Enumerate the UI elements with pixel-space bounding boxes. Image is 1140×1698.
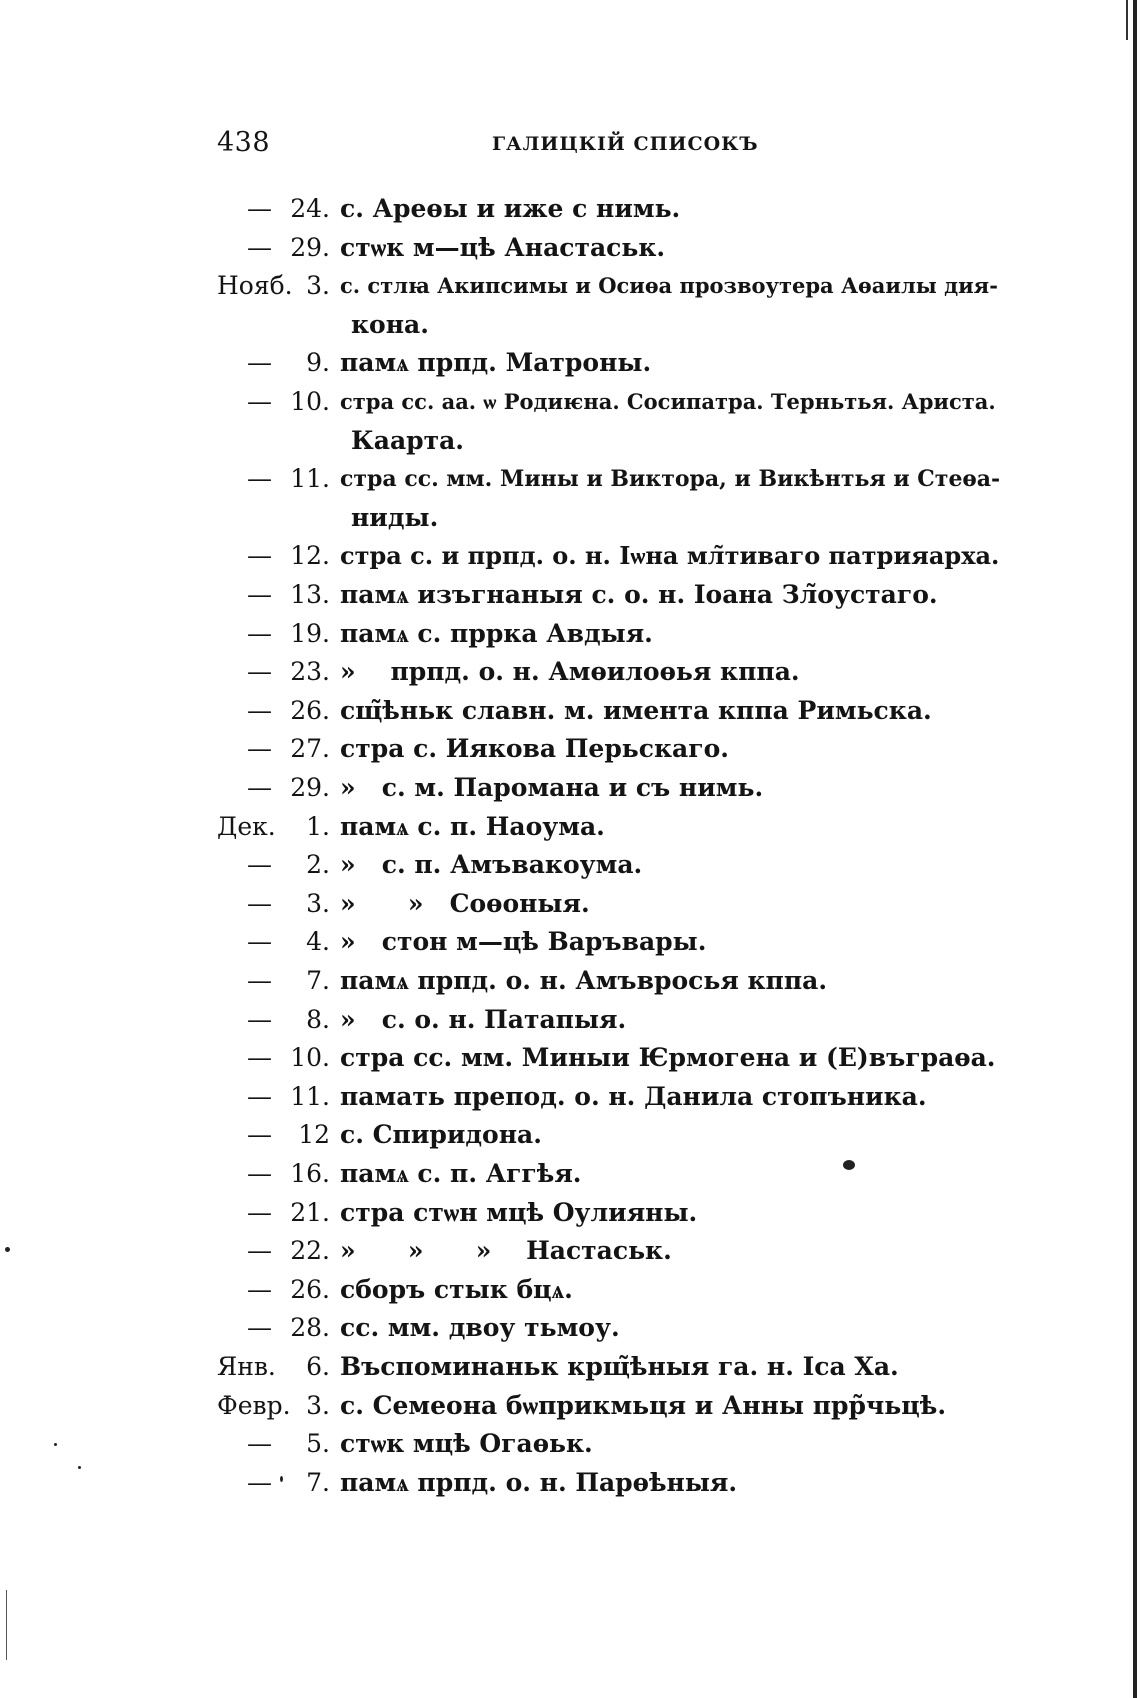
ink-speck <box>280 1476 283 1482</box>
entry-day: 21. <box>290 1197 330 1227</box>
calendar-entry <box>0 1309 1100 1347</box>
entry-text: памѧ прпд. о. н. Амъвросья кппа. <box>340 966 828 995</box>
calendar-entry <box>0 769 1100 807</box>
entry-continuation-text: Каарта. <box>351 425 465 455</box>
entry-text: памѧ изъгнаныя с. о. н. Іоана Зл̃оустаго. <box>340 580 938 609</box>
entry-continuation <box>0 306 1100 344</box>
entry-text: памѧ с. п. Наоума. <box>340 811 605 841</box>
entry-month: — <box>247 618 272 648</box>
entry-text: с. стлꙗ Акипсимы и Осиѳа прозвоутера Аѳаилы дия- <box>340 273 998 299</box>
calendar-entry <box>0 1425 1100 1463</box>
calendar-entry <box>0 1001 1100 1039</box>
calendar-entry <box>0 229 1100 267</box>
entry-text: » стон м—цѣ Варъвары. <box>340 927 707 957</box>
entry-month: — <box>247 734 272 764</box>
calendar-entry <box>0 460 1100 498</box>
entry-day: 10. <box>290 1043 330 1073</box>
entry-text: стѡк мцѣ Огаѳьк. <box>340 1429 593 1459</box>
entry-month: — <box>247 348 272 378</box>
entry-month: — <box>247 1236 272 1266</box>
entry-month: — <box>247 1467 272 1497</box>
entry-text: стра с. и прпд. о. н. Іѡна мл̃тиваго патрияарха. <box>340 541 1000 571</box>
calendar-entry <box>0 267 1100 305</box>
entry-month: — <box>247 232 272 262</box>
ink-speck <box>843 1160 855 1170</box>
calendar-entry <box>0 383 1100 421</box>
calendar-entry <box>0 653 1100 691</box>
running-title: ГАЛИЦКІЙ СПИСОКЪ <box>492 133 759 155</box>
calendar-entry <box>0 1464 1100 1502</box>
entry-month: — <box>247 1081 272 1111</box>
entry-day: 29. <box>290 773 330 802</box>
page-edge-mark <box>1126 0 1128 40</box>
calendar-entry <box>0 1271 1100 1309</box>
calendar-entry <box>0 1116 1100 1154</box>
entry-day: 26. <box>290 695 330 725</box>
entry-day: 1. <box>306 811 330 841</box>
entry-text: памѧ прпд. Матроны. <box>340 348 652 378</box>
calendar-entry <box>0 615 1100 653</box>
entry-day: 12. <box>290 541 330 571</box>
page-number: 438 <box>217 127 271 158</box>
entry-month: — <box>247 1004 272 1034</box>
entry-continuation <box>0 422 1100 460</box>
calendar-entry <box>0 1194 1100 1232</box>
entry-day: 8. <box>306 1004 330 1034</box>
entry-month: — <box>247 1313 272 1343</box>
entry-text: Въспоминаньк крщ̃ѣныя га. н. Іса Ха. <box>340 1352 899 1381</box>
entry-text: стѡк м—цѣ Анастаськ. <box>340 232 666 262</box>
entry-month: — <box>247 387 272 416</box>
calendar-entry <box>0 576 1100 614</box>
entry-day: 23. <box>290 657 330 687</box>
entry-text: с. Спиридона. <box>340 1120 542 1150</box>
page-header <box>217 127 1017 167</box>
entry-continuation <box>0 499 1100 537</box>
entry-text: стра сс. мм. Миныи Ѥрмогена и (Е)въграѳа. <box>340 1043 996 1073</box>
entry-month: — <box>247 580 272 609</box>
entry-day: 10. <box>290 387 330 416</box>
entry-text: » прпд. о. н. Амѳилоѳья кппа. <box>340 657 800 687</box>
entry-day: 26. <box>290 1274 330 1304</box>
calendar-entry <box>0 344 1100 382</box>
entry-month: — <box>247 850 272 880</box>
calendar-entry <box>0 962 1100 1000</box>
entry-text: » с. п. Амъвакоума. <box>340 850 643 880</box>
entry-day: 6. <box>306 1352 330 1381</box>
entry-day: 7. <box>306 966 330 995</box>
entry-text: сс. мм. двоу тьмоу. <box>340 1313 620 1343</box>
entry-month: — <box>247 966 272 995</box>
entry-month: — <box>247 773 272 802</box>
entry-day: 11. <box>290 1081 330 1111</box>
entry-text: с. Семеона бѡприкмьця и Анны прр̃чьцѣ. <box>340 1390 947 1420</box>
calendar-entry <box>0 808 1100 846</box>
calendar-entry <box>0 692 1100 730</box>
entry-text: » » Соѳоныя. <box>340 888 590 918</box>
page-edge-shadow <box>1133 0 1137 1698</box>
entry-text: стра сс. мм. Мины и Виктора, и Викѣнтья и Стеѳа- <box>340 466 1001 493</box>
entry-day: 29. <box>290 232 330 262</box>
page-edge-mark-left <box>6 1590 7 1660</box>
entry-day: 9. <box>306 348 330 378</box>
calendar-entry <box>0 1232 1100 1270</box>
entry-text: стра стѡн мцѣ Оулияны. <box>340 1197 698 1227</box>
entry-text: стра с. Ияковa Перьскаго. <box>340 734 729 764</box>
calendar-entry <box>0 1155 1100 1193</box>
entry-month: — <box>247 927 272 957</box>
entry-month: — <box>247 657 272 687</box>
entry-day: 12 <box>298 1120 330 1150</box>
entry-text: стра сс. аа. ѡ Родиѥна. Сосипатра. Терньтья. Ариста. <box>340 389 996 414</box>
entry-month: Нояб. <box>217 271 293 301</box>
entry-month: — <box>247 541 272 571</box>
ink-speck <box>5 1247 10 1252</box>
calendar-entry <box>0 885 1100 923</box>
entry-day: 24. <box>290 194 330 223</box>
entry-day: 4. <box>306 927 330 957</box>
calendar-entry <box>0 190 1100 228</box>
entry-day: 11. <box>290 464 330 494</box>
entry-month: — <box>247 1274 272 1304</box>
calendar-entry <box>0 846 1100 884</box>
entry-text: памѧ с. пррка Авдыя. <box>340 618 653 648</box>
entry-day: 5. <box>306 1429 330 1459</box>
calendar-entry <box>0 1078 1100 1116</box>
entry-day: 2. <box>306 850 330 880</box>
entry-text: сщ̃ѣньк славн. м. имента кппа Римьска. <box>340 695 932 725</box>
entry-text: » с. о. н. Патапыя. <box>340 1004 627 1034</box>
entry-month: — <box>247 1429 272 1459</box>
entry-continuation-text: ниды. <box>351 502 439 532</box>
entry-day: 3. <box>306 888 330 918</box>
entry-month: — <box>247 1159 272 1188</box>
entry-month: Янв. <box>217 1352 276 1381</box>
entry-month: — <box>247 1043 272 1073</box>
entry-continuation-text: кона. <box>351 309 429 339</box>
entry-text: » с. м. Паромана и съ нимь. <box>340 773 764 802</box>
entry-text: памѧ с. п. Аггѣя. <box>340 1159 582 1188</box>
entry-day: 3. <box>306 1390 330 1420</box>
calendar-entry <box>0 1348 1100 1386</box>
entry-day: 28. <box>290 1313 330 1343</box>
ink-speck <box>54 1443 57 1446</box>
entry-month: Дек. <box>217 811 276 841</box>
entry-month: — <box>247 888 272 918</box>
entry-day: 22. <box>290 1236 330 1266</box>
entry-month: — <box>247 464 272 494</box>
entry-month: Февр. <box>217 1390 291 1420</box>
calendar-entry <box>0 923 1100 961</box>
entry-text: » » » Настаськ. <box>340 1236 672 1266</box>
calendar-entry <box>0 1387 1100 1425</box>
entry-day: 7. <box>306 1467 330 1497</box>
ink-speck <box>78 1466 81 1469</box>
entry-day: 27. <box>290 734 330 764</box>
entry-month: — <box>247 695 272 725</box>
entry-day: 13. <box>290 580 330 609</box>
entry-text: сборъ стык бцѧ. <box>340 1274 573 1304</box>
entry-month: — <box>247 1120 272 1150</box>
entry-month: — <box>247 1197 272 1227</box>
entry-day: 3. <box>306 271 330 301</box>
entry-day: 16. <box>290 1159 330 1188</box>
calendar-entry <box>0 1039 1100 1077</box>
entry-text: памать препод. о. н. Данила стопъника. <box>340 1081 927 1111</box>
calendar-entry <box>0 730 1100 768</box>
entry-text: с. Ареѳы и иже с нимь. <box>340 194 681 223</box>
calendar-entry <box>0 537 1100 575</box>
entry-text: памѧ прпд. о. н. Парѳѣныя. <box>340 1467 738 1497</box>
entry-day: 19. <box>290 618 330 648</box>
entry-month: — <box>247 194 272 223</box>
